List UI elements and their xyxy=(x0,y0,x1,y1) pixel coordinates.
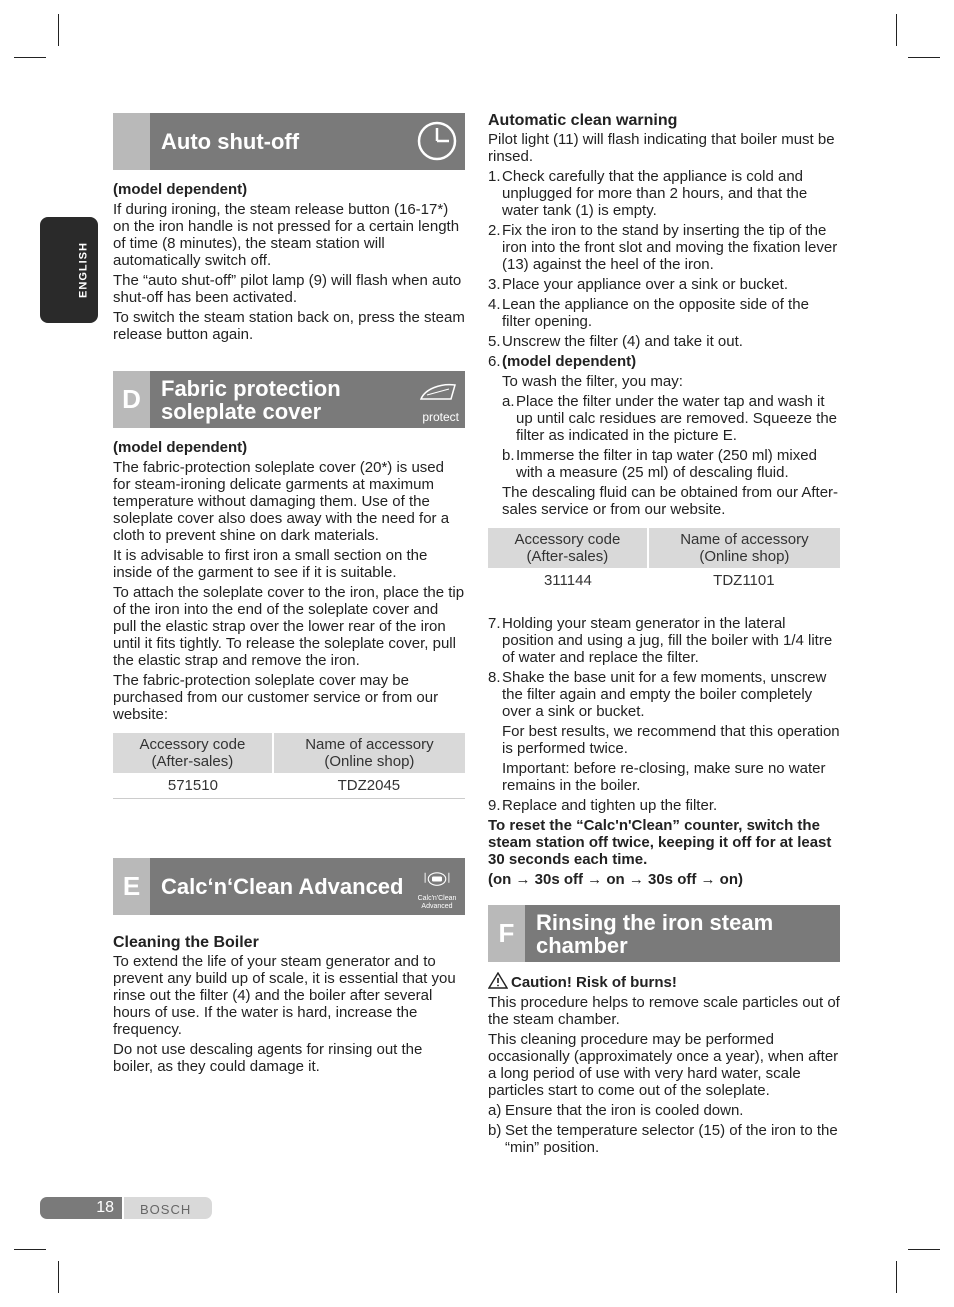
table-header: Accessory code (After-sales) xyxy=(488,528,648,568)
section-f-header xyxy=(488,905,840,962)
list-item: 2. Fix the iron to the stand by inserting the tip of the iron into the front slot and moving the fixation lever (13) against the heel of the iron. xyxy=(488,222,838,273)
title-line: soleplate cover xyxy=(161,399,322,424)
section-d-header xyxy=(113,371,465,428)
auto-shutoff-body xyxy=(113,181,465,346)
title-line: Fabric protection xyxy=(161,376,341,401)
accessory-code: 571510 xyxy=(113,773,273,799)
list-item: 6. (model dependent) xyxy=(488,353,637,370)
crop-mark xyxy=(908,1249,940,1250)
section-e-header xyxy=(113,858,465,915)
paragraph: To switch the steam station back on, press the steam release button again. xyxy=(113,309,465,343)
reset-sequence: (on → 30s off → on → 30s off → on) xyxy=(488,871,743,888)
paragraph: The fabric-protection soleplate cover (20*) is used for steam-ironing delicate garments at maximum temperature without damaging them. Use of the soleplate cover also does away with the need for a cloth to prevent shine on dark materials. xyxy=(113,459,450,544)
crop-mark xyxy=(896,1261,897,1293)
subheading: Cleaning the Boiler xyxy=(113,934,259,951)
table-header: Name of accessory (Online shop) xyxy=(648,528,840,568)
clock-icon xyxy=(413,117,461,165)
paragraph: If during ironing, the steam release button (16-17*) on the iron handle is not pressed for a certain length of time (8 minutes), the steam station will automatically switch off. xyxy=(113,201,460,269)
paragraph: To attach the soleplate cover to the iron, place the tip of the iron into the end of the soleplate cover and pull the elastic strap over the lower rear of the iron until it fits tightly. To release the soleplate cover, pull the elastic strap and remove the iron. xyxy=(113,584,465,669)
section-letter-blank xyxy=(113,113,150,170)
section-title: Auto shut-off xyxy=(161,129,300,154)
accessory-name: TDZ2045 xyxy=(273,773,465,799)
section-letter: D xyxy=(113,371,150,428)
paragraph: The “auto shut-off” pilot lamp (9) will flash when auto shut-off has been activated. xyxy=(113,272,462,306)
page-number-tab xyxy=(40,1197,122,1219)
accessory-code: 311144 xyxy=(543,572,592,589)
list-item: b. Immerse the filter in tap water (250 ml) mixed with a measure (25 ml) of descaling fluid. xyxy=(502,447,817,481)
list-item: 3. Place your appliance over a sink or bucket. xyxy=(488,276,788,293)
paragraph: Do not use descaling agents for rinsing out the boiler, as they could damage it. xyxy=(113,1041,423,1075)
section-letter: E xyxy=(113,858,150,915)
section-d-body xyxy=(113,439,465,799)
accessory-name: TDZ1101 xyxy=(713,572,775,589)
crop-mark xyxy=(14,1249,46,1250)
list-item: a) Ensure that the iron is cooled down. xyxy=(488,1102,744,1119)
reset-instruction: To reset the “Calc'n'Clean” counter, switch the steam station off twice, keeping it off for at least 30 seconds each time. xyxy=(488,817,832,868)
paragraph: Pilot light (11) will flash indicating that boiler must be rinsed. xyxy=(488,131,835,165)
paragraph: It is advisable to first iron a small section on the inside of the garment to see if it is suitable. xyxy=(113,547,428,581)
table-row xyxy=(113,773,465,799)
crop-mark xyxy=(58,1261,59,1293)
paragraph: To wash the filter, you may: xyxy=(502,373,683,390)
paragraph: The descaling fluid can be obtained from our After-sales service or from our website. xyxy=(502,484,839,518)
accessory-table xyxy=(113,733,465,799)
page-number: 18 xyxy=(96,1199,114,1216)
section-f-body xyxy=(488,972,840,1159)
language-tab-label: ENGLISH xyxy=(77,242,90,298)
section-letter: F xyxy=(488,905,525,962)
paragraph: The fabric-protection soleplate cover may be purchased from our customer service or from our website: xyxy=(113,672,439,723)
caution-line xyxy=(488,972,840,991)
list-item: 8. Shake the base unit for a few moments, unscrew the filter again and empty the boiler completely over a sink or bucket. xyxy=(488,669,827,720)
auto-clean-body xyxy=(488,111,840,891)
warning-icon xyxy=(488,972,508,989)
section-title: Calc‘n‘Clean Advanced xyxy=(161,874,404,899)
title-line: chamber xyxy=(536,933,628,958)
steps-list xyxy=(488,168,840,370)
subheading: Automatic clean warning xyxy=(488,112,678,129)
list-item: 5. Unscrew the filter (4) and take it out. xyxy=(488,333,743,350)
paragraph: This cleaning procedure may be performed occasionally (approximately once a year), when after a long period of use with very hard water, scale particles start to come out of the soleplate. xyxy=(488,1031,839,1099)
title-line: Rinsing the iron steam xyxy=(536,910,774,935)
table-header: Accessory code (After-sales) xyxy=(113,733,273,773)
model-dependent-note: (model dependent) xyxy=(113,181,248,198)
list-item: 1. Check carefully that the appliance is cold and unplugged for more than 2 hours, and that the water tank (1) is empty. xyxy=(488,168,808,219)
brand-tab xyxy=(124,1197,212,1219)
section-e-body xyxy=(113,933,465,1078)
paragraph: This procedure helps to remove scale particles out of the steam chamber. xyxy=(488,994,840,1028)
list-item: 4. Lean the appliance on the opposite side of the filter opening. xyxy=(488,296,809,330)
caution-text: Caution! Risk of burns! xyxy=(511,974,677,991)
crop-mark xyxy=(14,57,46,58)
list-item: b) Set the temperature selector (15) of the iron to the “min” position. xyxy=(488,1122,838,1156)
section-title xyxy=(161,377,341,423)
model-dependent-note: (model dependent) xyxy=(113,439,248,456)
paragraph: For best results, we recommend that this operation is performed twice. xyxy=(502,723,840,757)
list-item: 9. Replace and tighten up the filter. xyxy=(488,797,718,814)
crop-mark xyxy=(58,14,59,46)
paragraph: To extend the life of your steam generator and to prevent any build up of scale, it is essential that you rinse out the filter (4) and the boiler after several hours of use. If the water is hard, increase the frequency. xyxy=(113,953,456,1038)
accessory-table xyxy=(488,528,840,593)
list-item: a. Place the filter under the water tap and wash it up until calc residues are removed. Squeeze the filter as indicated in the picture E. xyxy=(502,393,838,444)
crop-mark xyxy=(896,14,897,46)
table-header: Name of accessory (Online shop) xyxy=(273,733,465,773)
calc-clean-icon xyxy=(413,864,461,894)
list-item: 7. Holding your steam generator in the lateral position and using a jug, fill the boiler with 1/4 litre of water and replace the filter. xyxy=(488,615,833,666)
table-row xyxy=(488,568,840,593)
brand-name: BOSCH xyxy=(140,1202,192,1217)
icon-label: protect xyxy=(422,410,459,424)
icon-label: Calc'n'Clean Advanced xyxy=(417,895,457,910)
section-title xyxy=(536,911,773,957)
crop-mark xyxy=(908,57,940,58)
auto-shutoff-header xyxy=(113,113,465,170)
paragraph: Important: before re-closing, make sure no water remains in the boiler. xyxy=(502,760,826,794)
